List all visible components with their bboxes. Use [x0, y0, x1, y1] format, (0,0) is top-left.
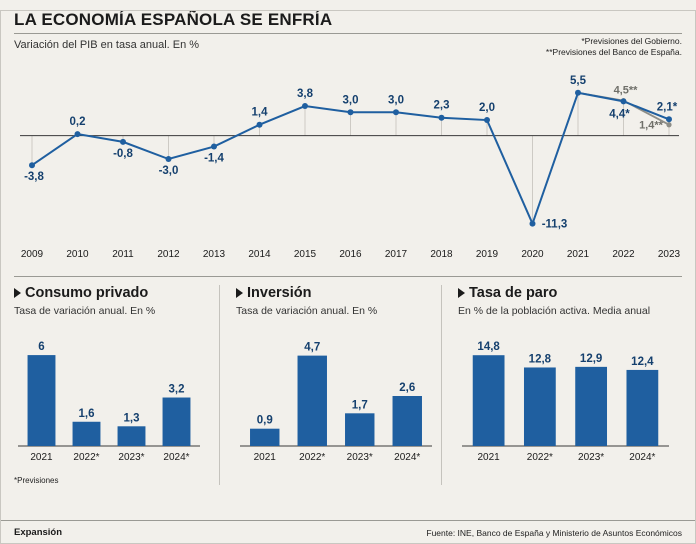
svg-text:3,0: 3,0 — [388, 94, 404, 107]
panel-subtitle: En % de la población activa. Media anual — [458, 305, 651, 317]
svg-text:2,0: 2,0 — [479, 102, 495, 115]
x-tick-label: 2020 — [521, 249, 544, 260]
brand-label: Expansión — [14, 527, 63, 538]
panel-subtitle: Tasa de variación anual. En % — [236, 305, 378, 317]
paro-bar-chart — [458, 324, 682, 474]
triangle-bullet-icon — [458, 288, 465, 298]
x-tick-label: 2014 — [248, 249, 271, 260]
svg-text:2,6: 2,6 — [399, 382, 416, 394]
svg-text:5,5: 5,5 — [570, 74, 586, 87]
svg-text:2,1*: 2,1* — [656, 101, 678, 114]
panel-title: Inversión — [247, 285, 312, 301]
svg-text:-0,8: -0,8 — [113, 147, 133, 160]
panel-header — [458, 285, 682, 301]
inversion-bar-svg — [236, 324, 436, 474]
panel-header — [236, 285, 441, 301]
svg-text:2022*: 2022* — [73, 452, 100, 463]
svg-text:1,3: 1,3 — [123, 412, 140, 425]
svg-text:3,8: 3,8 — [297, 88, 313, 101]
svg-text:4,5**: 4,5** — [613, 84, 638, 97]
svg-text:2021: 2021 — [477, 452, 500, 463]
svg-text:-3,0: -3,0 — [158, 165, 179, 177]
svg-text:2,3: 2,3 — [433, 99, 450, 112]
svg-text:2024*: 2024* — [629, 452, 656, 463]
panel-consumo-privado — [14, 285, 219, 485]
triangle-bullet-icon — [14, 288, 21, 298]
paro-bar-svg — [458, 324, 673, 474]
svg-text:-1,4: -1,4 — [204, 152, 224, 165]
svg-text:2022*: 2022* — [299, 452, 326, 463]
panel-inversion — [219, 285, 441, 485]
x-tick-label: 2011 — [112, 249, 134, 260]
svg-text:1,4**: 1,4** — [639, 119, 663, 132]
panels-row — [14, 276, 682, 485]
svg-text:2022*: 2022* — [526, 452, 553, 463]
note-government: *Previsiones del Gobierno. — [581, 36, 682, 46]
x-tick-label: 2019 — [475, 249, 499, 260]
panel-note: *Previsiones — [14, 476, 59, 485]
svg-text:-11,3: -11,3 — [541, 218, 568, 231]
svg-text:1,7: 1,7 — [351, 399, 368, 412]
svg-text:2023*: 2023* — [118, 452, 145, 463]
x-tick-label: 2015 — [293, 249, 317, 260]
svg-text:2024*: 2024* — [163, 452, 190, 463]
svg-text:2023*: 2023* — [578, 452, 605, 463]
x-tick-label: 2023 — [657, 249, 681, 260]
footer — [0, 520, 696, 544]
header — [14, 10, 682, 57]
title-divider — [14, 33, 682, 34]
x-tick-label: 2017 — [384, 249, 408, 260]
infographic-page — [0, 10, 696, 544]
svg-text:12,9: 12,9 — [579, 352, 603, 365]
svg-text:12,8: 12,8 — [528, 353, 552, 366]
page-subtitle: Variación del PIB en tasa anual. En % — [14, 39, 200, 51]
svg-text:4,4*: 4,4* — [609, 108, 630, 121]
svg-text:6: 6 — [38, 341, 45, 354]
svg-text:3,0: 3,0 — [342, 94, 359, 107]
svg-text:2023*: 2023* — [346, 452, 373, 463]
note-bankofspain: **Previsiones del Banco de España. — [545, 47, 682, 57]
x-tick-label: 2021 — [566, 249, 590, 260]
x-tick-label: 2016 — [339, 249, 362, 260]
svg-text:12,4: 12,4 — [631, 355, 654, 368]
x-tick-label: 2013 — [202, 249, 226, 260]
svg-text:14,8: 14,8 — [477, 341, 500, 354]
panel-title: Tasa de paro — [469, 285, 558, 301]
svg-text:2021: 2021 — [30, 452, 53, 463]
source-label: Fuente: INE, Banco de España y Ministerio de Asuntos Económicos — [426, 527, 682, 538]
triangle-bullet-icon — [236, 288, 243, 298]
panel-header — [14, 285, 219, 301]
svg-text:0,9: 0,9 — [256, 414, 273, 427]
svg-text:-3,8: -3,8 — [24, 171, 44, 184]
svg-text:2021: 2021 — [253, 452, 276, 463]
page-title: LA ECONOMÍA ESPAÑOLA SE ENFRÍA — [14, 10, 333, 29]
panel-title: Consumo privado — [25, 285, 149, 301]
x-tick-label: 2018 — [430, 249, 453, 260]
consumo-bar-svg — [14, 324, 204, 474]
svg-text:1,4: 1,4 — [251, 106, 268, 119]
x-tick-label: 2022 — [612, 249, 635, 260]
consumo-bar-chart — [14, 324, 219, 474]
svg-text:1,6: 1,6 — [78, 407, 95, 420]
x-tick-label: 2012 — [157, 249, 180, 260]
panel-tasa-de-paro — [441, 285, 682, 485]
gdp-line-chart — [14, 55, 682, 270]
svg-text:3,2: 3,2 — [168, 383, 185, 396]
svg-text:4,7: 4,7 — [304, 341, 321, 354]
panel-subtitle: Tasa de variación anual. En % — [14, 305, 156, 317]
inversion-bar-chart — [236, 324, 441, 474]
gdp-chart-svg — [14, 55, 682, 255]
svg-text:0,2: 0,2 — [69, 116, 86, 129]
gdp-chart-x-axis — [14, 249, 682, 265]
svg-text:2024*: 2024* — [394, 452, 421, 463]
x-tick-label: 2009 — [20, 249, 44, 260]
x-tick-label: 2010 — [66, 249, 89, 260]
